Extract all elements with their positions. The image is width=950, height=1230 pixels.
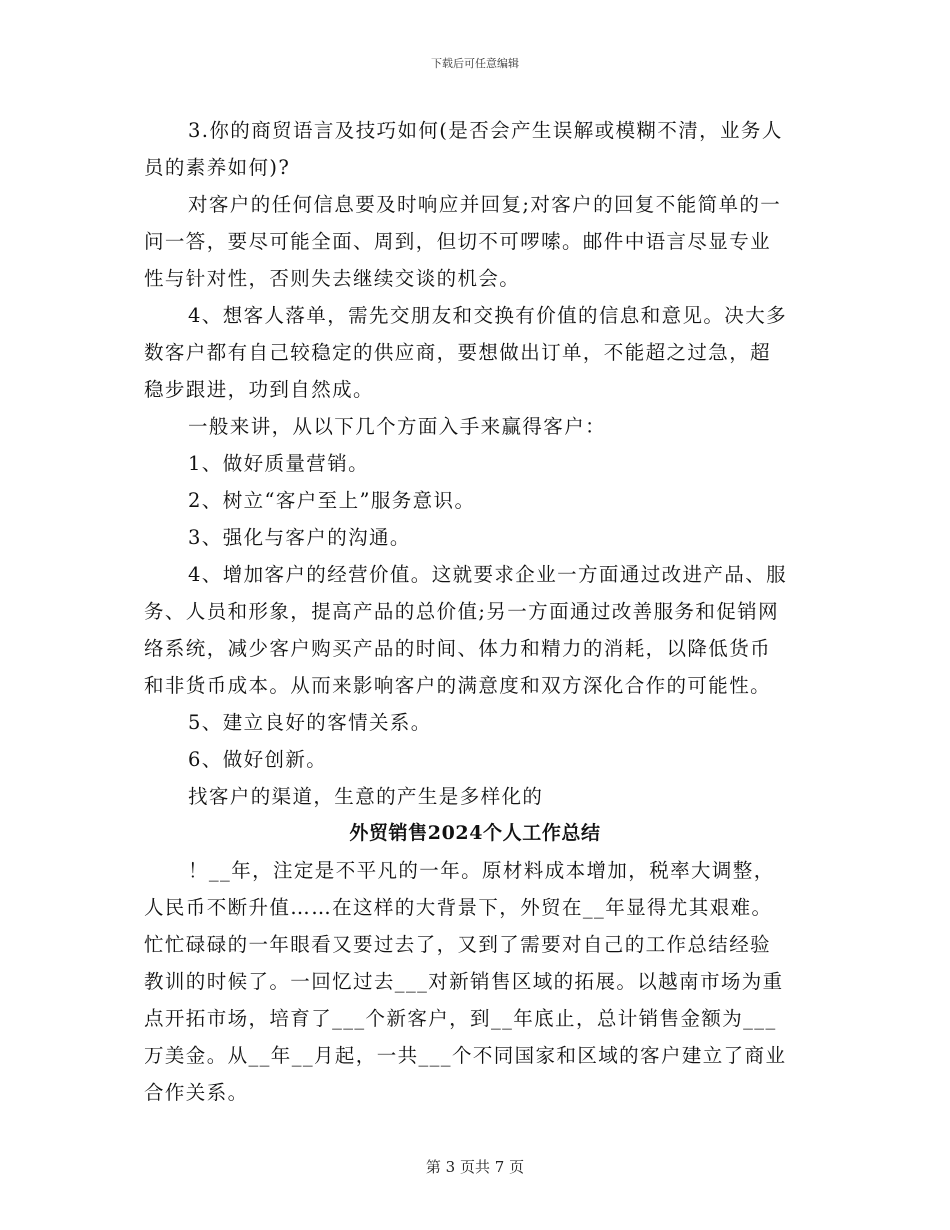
list-item: 2、树立“客户至上”服务意识。 [188,489,476,512]
document-body [144,112,806,1111]
paragraph-line: 3.你的商贸语言及技巧如何(是否会产生误解或模糊不清，业务人 [188,119,783,142]
paragraph-line: 员的素养如何)? [144,156,291,179]
page-number: 第 3 页共 7 页 [425,1158,525,1176]
paragraph-line: 一般来讲，从以下几个方面入手来赢得客户： [188,415,607,438]
paragraph-line: 万美金。从__年__月起，一共___个不同国家和区域的客户建立了商业 [144,1044,787,1067]
paragraph-line: 络系统，减少客户购买产品的时间、体力和精力的消耗，以降低货币 [144,637,772,660]
paragraph-line: 找客户的渠道，生意的产生是多样化的 [188,785,544,808]
paragraph-line: 对客户的任何信息要及时响应并回复;对客户的回复不能简单的一 [188,193,782,216]
paragraph-line: 务、人员和形象，提高产品的总价值;另一方面通过改善服务和促销网 [144,600,779,623]
paragraph-line: 问一答，要尽可能全面、周到，但切不可啰嗦。邮件中语言尽显专业 [144,230,772,253]
paragraph-line: 数客户都有自己较稳定的供应商，要想做出订单，不能超之过急，超 [144,341,772,364]
header-note: 下载后可任意编辑 [431,57,519,70]
paragraph-line: 点开拓市场，培育了___个新客户，到__年底止，总计销售金额为___ [144,1007,777,1030]
paragraph-line: 人民币不断升值……在这样的大背景下，外贸在__年显得尤其艰难。 [144,896,773,919]
paragraph-line: 和非货币成本。从而来影响客户的满意度和双方深化合作的可能性。 [144,674,772,697]
list-item: 1、做好质量营销。 [188,452,370,475]
paragraph-line: ！__年，注定是不平凡的一年。原材料成本增加，税率大调整， [188,859,775,882]
paragraph-line: 4、想客人落单，需先交朋友和交换有价值的信息和意见。决大多 [188,304,788,327]
section-heading: 外贸销售2024个人工作总结 [349,822,601,844]
list-item: 6、做好创新。 [188,748,328,771]
paragraph-line: 合作关系。 [144,1081,249,1104]
paragraph-line: 忙忙碌碌的一年眼看又要过去了，又到了需要对自己的工作总结经验 [144,933,772,956]
paragraph-line: 稳步跟进，功到自然成。 [144,378,374,401]
paragraph-line: 教训的时候了。一回忆过去___对新销售区域的拓展。以越南市场为重 [144,970,784,993]
list-item: 3、强化与客户的沟通。 [188,526,411,549]
paragraph-line: 性与针对性，否则失去继续交谈的机会。 [144,267,521,290]
list-item: 5、建立良好的客情关系。 [188,711,432,734]
list-item: 4、增加客户的经营价值。这就要求企业一方面通过改进产品、服 [188,563,788,586]
